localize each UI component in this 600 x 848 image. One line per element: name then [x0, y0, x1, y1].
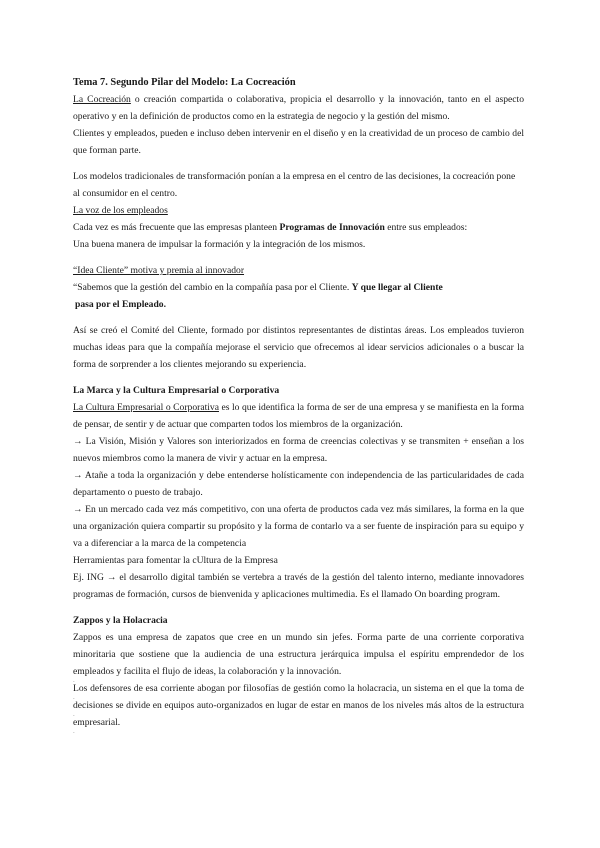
section-title-cocreacion: Tema 7. Segundo Pilar del Modelo: La Cocreación	[73, 77, 296, 88]
paragraph-clientes-empleados: Clientes y empleados, pueden e incluso deben intervenir en el diseño y en la creatividad de un proceso de cambio del que forman parte.	[73, 128, 524, 156]
dot: .	[73, 727, 75, 735]
trailing-dots	[73, 672, 79, 740]
section-title-marca-cultura: La Marca y la Cultura Empresarial o Corporativa	[73, 385, 280, 396]
paragraph-programas-innovacion	[73, 219, 524, 236]
dot: .	[73, 676, 75, 684]
definition-text: es lo que identifica la forma de ser de una empresa y se manifiesta en la forma de pensar, de sentir y de actuar que comparten todos los miembros de la organización.	[73, 402, 524, 430]
bullet-vision-mision: → La Visión, Misión y Valores son interiorizados en forma de creencias colectivas y se transmiten + enseñan a los nuevos miembros como la manera de vivir y actuar en la empresa.	[73, 436, 524, 464]
paragraph-cocreacion-intro	[73, 91, 524, 125]
paragraph-ejemplo-ing: Ej. ING → el desarrollo digital también se vertebra a través de la gestión del talento interno, mediante innovadores programas de formación, cursos de bienvenida y aplicaciones multimedia. Es el llamado On boarding program.	[73, 572, 524, 600]
voz-bold: Programas de Innovación	[279, 222, 385, 233]
quote-bold-2: pasa por el Empleado.	[75, 299, 166, 310]
paragraph-zappos: Zappos es una empresa de zapatos que cree en un mundo sin jefes. Forma parte de una corriente corporativa minoritaria que sostiene que la audiencia de una estructura jerárquica impulsa el espíritu emprendedor de los empleados y facilita el flujo de ideas, la colaboración y la innovación.	[73, 632, 524, 677]
paragraph-cultura-definicion	[73, 399, 524, 433]
paragraph-holacracia: Los defensores de esa corriente abogan por filosofías de gestión como la holacracia, un sistema en el que la toma de decisiones se divide en equipos auto-organizados en lugar de estar en manos de los niveles más altos de la estructura empresarial.	[73, 683, 524, 728]
intro-text: o creación compartida o colaborativa, propicia el desarrollo y la innovación, tanto en el aspecto operativo y en la definición de productos como en la estrategia de negocio y la gestión del mismo.	[73, 94, 524, 122]
bullet-mercado-competitivo: → En un mercado cada vez más competitivo, con una oferta de productos cada vez más similares, la forma en la que una organización quiera compartir su propósito y la forma de contarlo va a ser fuente de inspiración para su equipo y va a diferenciar a la marca de la competencia	[73, 504, 524, 549]
document-body	[73, 74, 524, 731]
heading-voz-empleados: La voz de los empleados	[73, 205, 168, 216]
paragraph-modelos-tradicionales: Los modelos tradicionales de transformación ponían a la empresa en el centro de las decisiones, la cocreación pone al consumidor en el centro.	[73, 171, 516, 199]
term-cocreacion: La Cocreación	[73, 94, 131, 105]
dot: .	[73, 710, 75, 718]
quote-pre: “Sabemos que la gestión del cambio en la compañía pasa por el Cliente.	[73, 282, 352, 293]
term-cultura-empresarial: La Cultura Empresarial o Corporativa	[73, 402, 219, 413]
paragraph-comite-cliente: Así se creó el Comité del Cliente, formado por distintos representantes de distintas áreas. Los empleados tuvieron muchas ideas para que la compañía mejorase el servicio que ofrecemos al idear servicios adicionales o a buscar la forma de sorprender a los clientes mejorando su experiencia.	[73, 325, 524, 370]
bullet-atane-organizacion: → Atañe a toda la organización y debe entenderse holísticamente con independencia de las particularidades de cada departamento o puesto de trabajo.	[73, 470, 524, 498]
voz-pre: Cada vez es más frecuente que las empresas planteen	[73, 222, 280, 233]
section-title-zappos: Zappos y la Holacracia	[73, 615, 168, 626]
dot: .	[73, 693, 75, 701]
heading-herramientas: Herramientas para fomentar la cUltura de la Empresa	[73, 555, 278, 566]
paragraph-buena-manera: Una buena manera de impulsar la formación y la integración de los mismos.	[73, 239, 366, 250]
quote-line	[73, 279, 524, 296]
voz-post: entre sus empleados:	[384, 222, 468, 233]
quote-bold-1: Y que llegar al Cliente	[351, 282, 443, 293]
heading-idea-cliente: “Idea Cliente” motiva y premia al innovador	[73, 265, 245, 276]
